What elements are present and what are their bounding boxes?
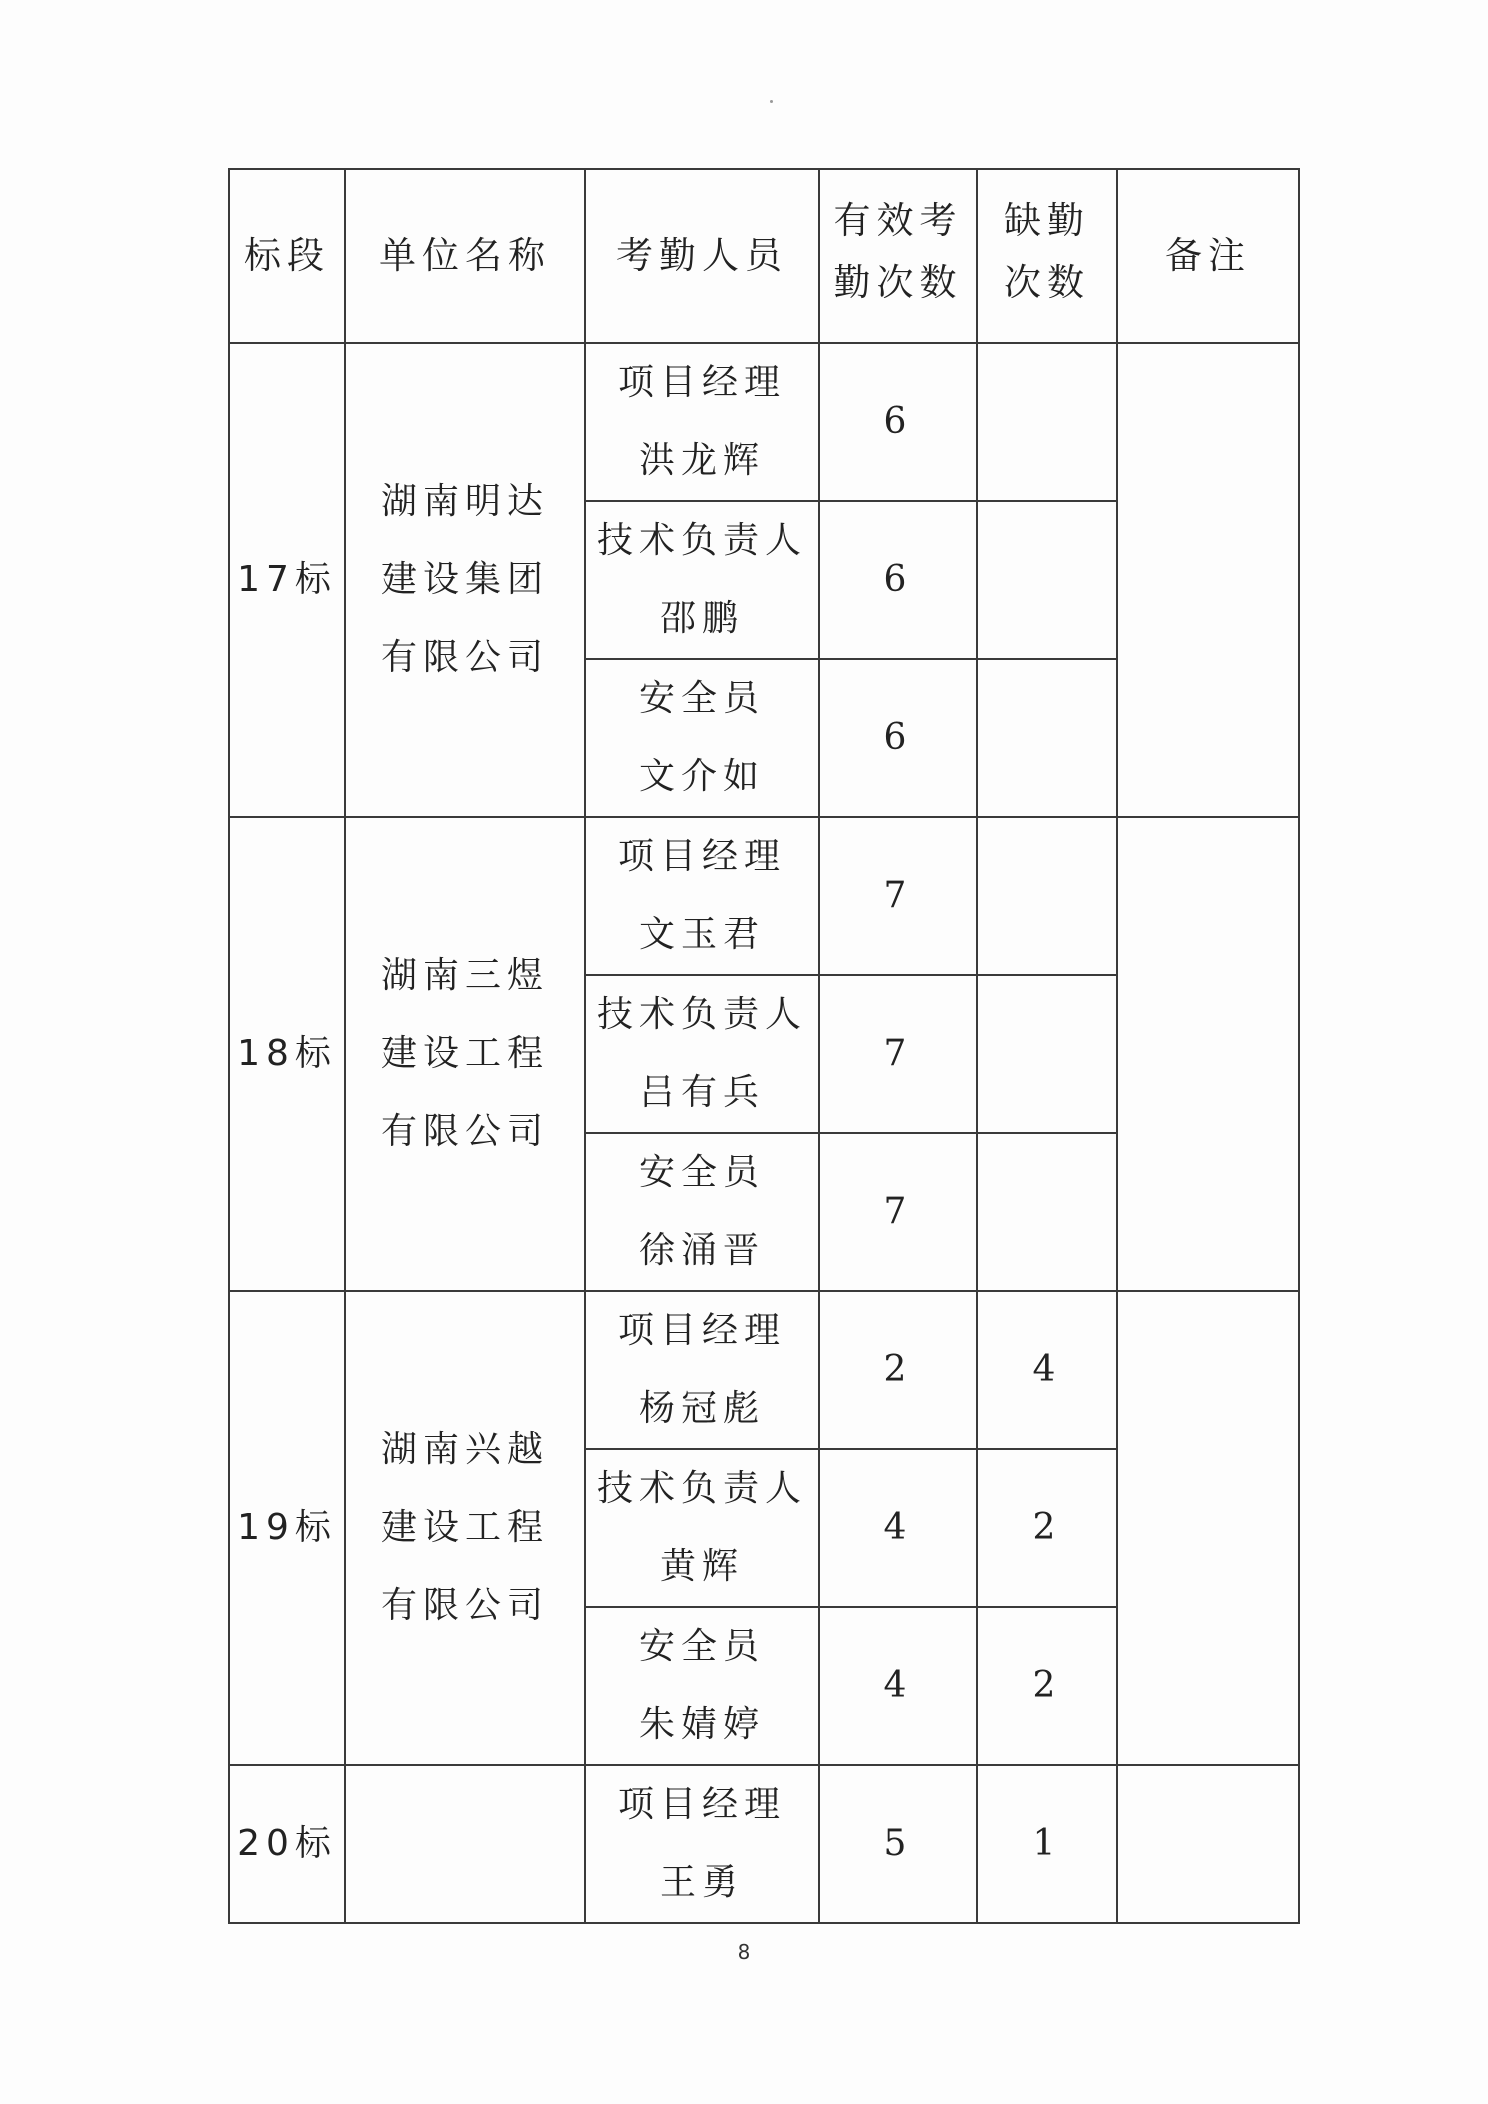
remark-cell (1117, 1765, 1299, 1923)
page-number: 8 (737, 1940, 751, 1964)
valid-count-cell: 6 (819, 501, 977, 659)
absent-count-cell (977, 501, 1117, 659)
table-row (229, 1291, 1299, 1449)
attendance-table (228, 168, 1300, 1924)
header-row (229, 169, 1299, 343)
absent-count-cell (977, 1133, 1117, 1291)
staff-cell: 技术负责人 吕有兵 (585, 975, 819, 1133)
absent-count-cell: 4 (977, 1291, 1117, 1449)
remark-cell (1117, 343, 1299, 817)
absent-count-cell (977, 817, 1117, 975)
table-row (229, 817, 1299, 975)
staff-cell: 项目经理 文玉君 (585, 817, 819, 975)
header-valid-count: 有效考 勤次数 (819, 169, 977, 343)
valid-count-cell: 6 (819, 343, 977, 501)
section-cell: 20标 (229, 1765, 345, 1923)
header-absent-count: 缺勤 次数 (977, 169, 1117, 343)
valid-count-cell: 4 (819, 1607, 977, 1765)
staff-cell: 安全员 文介如 (585, 659, 819, 817)
absent-count-cell (977, 975, 1117, 1133)
header-remark: 备注 (1117, 169, 1299, 343)
section-cell: 18标 (229, 817, 345, 1291)
remark-cell (1117, 817, 1299, 1291)
header-company: 单位名称 (345, 169, 585, 343)
absent-count-cell (977, 343, 1117, 501)
valid-count-cell: 6 (819, 659, 977, 817)
staff-cell: 技术负责人 邵鹏 (585, 501, 819, 659)
staff-cell: 安全员 徐涌晋 (585, 1133, 819, 1291)
table-row (229, 343, 1299, 501)
table-row (229, 1765, 1299, 1923)
absent-count-cell: 1 (977, 1765, 1117, 1923)
company-cell: 湖南兴越建设工程有限公司 (345, 1291, 585, 1765)
staff-cell: 技术负责人 黄辉 (585, 1449, 819, 1607)
staff-cell: 项目经理 王勇 (585, 1765, 819, 1923)
valid-count-cell: 4 (819, 1449, 977, 1607)
valid-count-cell: 5 (819, 1765, 977, 1923)
company-cell: 湖南明达建设集团有限公司 (345, 343, 585, 817)
scan-speck (770, 100, 773, 103)
staff-cell: 安全员 朱婧婷 (585, 1607, 819, 1765)
company-cell: 湖南三煜建设工程有限公司 (345, 817, 585, 1291)
valid-count-cell: 7 (819, 1133, 977, 1291)
header-section: 标段 (229, 169, 345, 343)
staff-cell: 项目经理 洪龙辉 (585, 343, 819, 501)
section-cell: 17标 (229, 343, 345, 817)
valid-count-cell: 7 (819, 817, 977, 975)
section-cell: 19标 (229, 1291, 345, 1765)
valid-count-cell: 2 (819, 1291, 977, 1449)
header-staff: 考勤人员 (585, 169, 819, 343)
staff-cell: 项目经理 杨冠彪 (585, 1291, 819, 1449)
absent-count-cell: 2 (977, 1449, 1117, 1607)
absent-count-cell (977, 659, 1117, 817)
absent-count-cell: 2 (977, 1607, 1117, 1765)
valid-count-cell: 7 (819, 975, 977, 1133)
remark-cell (1117, 1291, 1299, 1765)
company-cell (345, 1765, 585, 1923)
